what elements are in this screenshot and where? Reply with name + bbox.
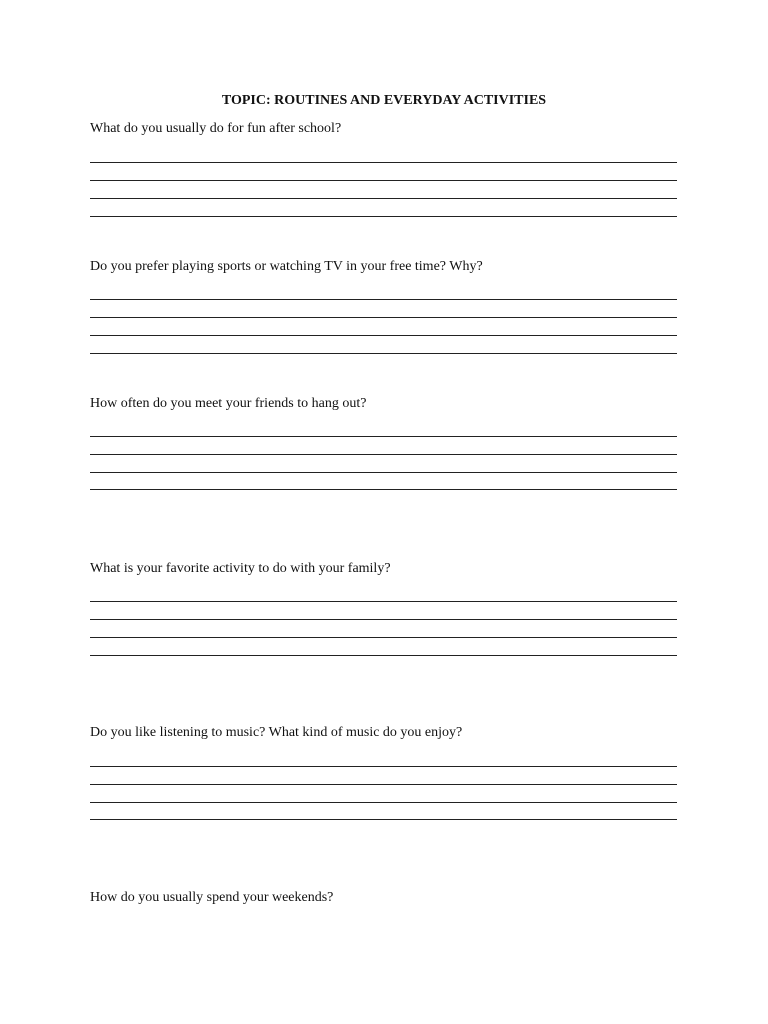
answer-line-5-1[interactable] [90, 766, 677, 767]
question-2: Do you prefer playing sports or watching TV in your free time? Why? [90, 259, 483, 274]
answer-line-1-2[interactable] [90, 180, 677, 181]
answer-line-2-2[interactable] [90, 317, 677, 318]
question-6: How do you usually spend your weekends? [90, 890, 334, 905]
answer-line-5-3[interactable] [90, 802, 677, 803]
question-5: Do you like listening to music? What kind of music do you enjoy? [90, 725, 463, 740]
answer-line-3-4[interactable] [90, 489, 677, 490]
question-1: What do you usually do for fun after school? [90, 121, 342, 136]
answer-line-5-2[interactable] [90, 784, 677, 785]
answer-line-1-4[interactable] [90, 216, 677, 217]
answer-line-3-3[interactable] [90, 472, 677, 473]
page-title: TOPIC: ROUTINES AND EVERYDAY ACTIVITIES [221, 93, 547, 108]
answer-line-4-2[interactable] [90, 619, 677, 620]
answer-line-4-4[interactable] [90, 655, 677, 656]
answer-line-5-4[interactable] [90, 819, 677, 820]
answer-line-1-3[interactable] [90, 198, 677, 199]
answer-line-2-4[interactable] [90, 353, 677, 354]
question-4: What is your favorite activity to do with your family? [90, 561, 391, 576]
answer-line-4-1[interactable] [90, 601, 677, 602]
answer-line-3-2[interactable] [90, 454, 677, 455]
answer-line-4-3[interactable] [90, 637, 677, 638]
answer-line-1-1[interactable] [90, 162, 677, 163]
answer-line-2-3[interactable] [90, 335, 677, 336]
question-3: How often do you meet your friends to hang out? [90, 396, 367, 411]
answer-line-2-1[interactable] [90, 299, 677, 300]
answer-line-3-1[interactable] [90, 436, 677, 437]
